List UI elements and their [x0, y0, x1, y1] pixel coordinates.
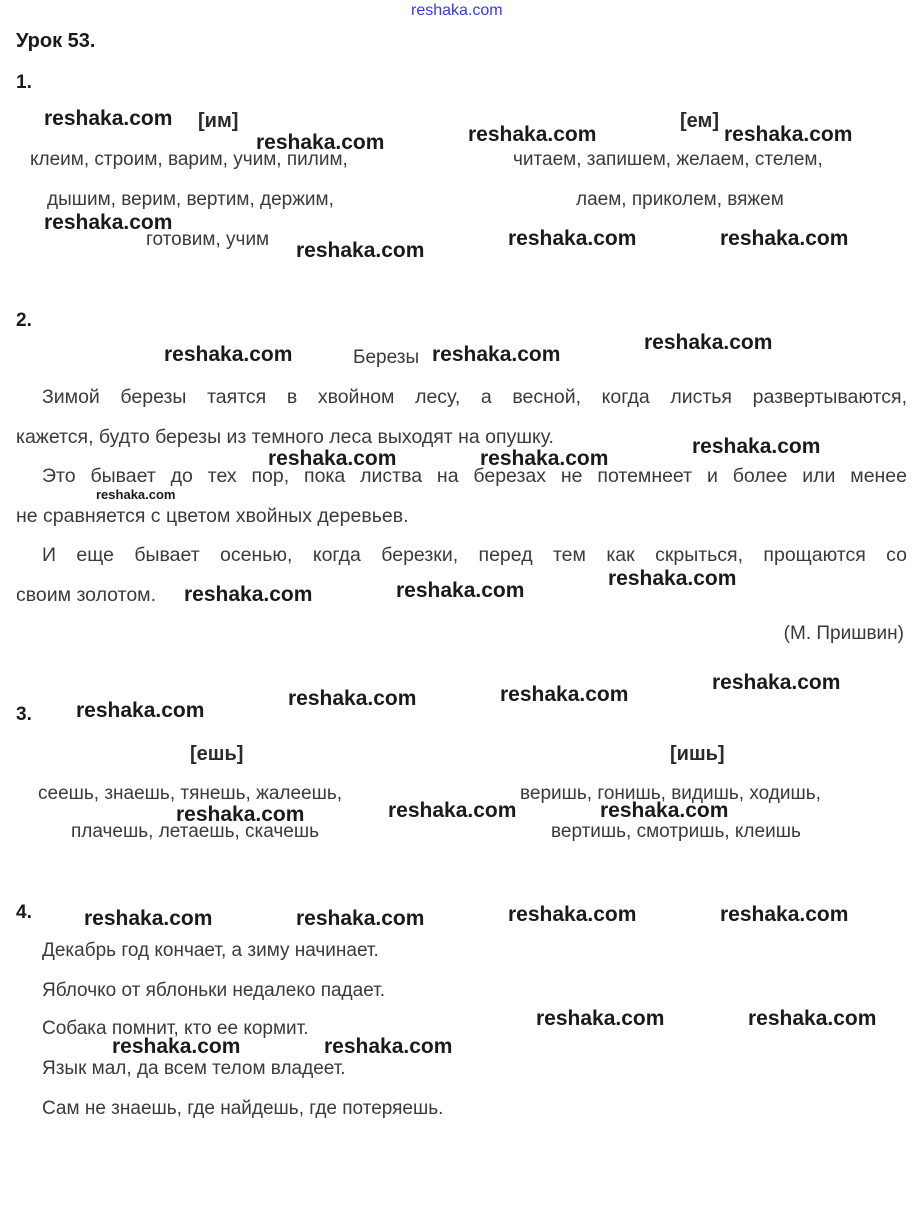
watermark: reshaka.com [288, 687, 417, 710]
ex2-p2-line-1: Это бывает до тех пор, пока листва на березах не потемнеет и более или менее [42, 465, 907, 487]
watermark: reshaka.com [692, 435, 821, 458]
ex2-p1-line-1: Зимой березы таятся в хвойном лесу, а весной, когда листья развертываются, [42, 386, 907, 408]
watermark: reshaka.com [480, 447, 609, 470]
exercise-2-number: 2. [16, 310, 32, 331]
ex3-ish-line-1: веришь, гонишь, видишь, ходишь, [520, 783, 821, 804]
watermark: reshaka.com [76, 699, 205, 722]
ex3-esh-line-1: сеешь, знаешь, тянешь, жалеешь, [38, 783, 343, 804]
watermark: reshaka.com [256, 131, 385, 154]
watermark: reshaka.com [324, 1035, 453, 1058]
watermark: reshaka.com [536, 1007, 665, 1030]
watermark: reshaka.com [396, 579, 525, 602]
watermark: reshaka.com [608, 567, 737, 590]
ex3-ish-line-2: вертишь, смотришь, клеишь [551, 821, 801, 842]
watermark: reshaka.com [644, 331, 773, 354]
ex1-im-line-1: клеим, строим, варим, учим, пилим, [30, 149, 348, 170]
watermark: reshaka.com [748, 1007, 877, 1030]
watermark: reshaka.com [724, 123, 853, 146]
ex2-paragraph-3 [16, 535, 907, 615]
watermark: reshaka.com [508, 227, 637, 250]
ex2-title: Березы [353, 347, 420, 368]
watermark: reshaka.com [296, 907, 425, 930]
ex4-proverb-4: Язык мал, да всем телом владеет. [42, 1058, 346, 1079]
ex1-em-line-1: читаем, запишем, желаем, стелем, [513, 149, 823, 170]
lesson-title: Урок 53. [16, 30, 96, 52]
watermark: reshaka.com [500, 683, 629, 706]
watermark: reshaka.com [44, 107, 173, 130]
watermark: reshaka.com [388, 799, 517, 822]
watermark: reshaka.com [432, 343, 561, 366]
ex2-p2-line-2: не сравняется с цветом хвойных деревьев. [16, 505, 409, 527]
exercise-4-number: 4. [16, 902, 32, 923]
watermark: reshaka.com [508, 903, 637, 926]
ex4-proverb-2: Яблочко от яблоньки недалеко падает. [42, 980, 386, 1001]
ex1-im-line-3: готовим, учим [146, 229, 270, 250]
ex2-author: (М. Пришвин) [783, 623, 904, 644]
exercise-1-number: 1. [16, 72, 32, 93]
watermark: reshaka.com [268, 447, 397, 470]
ex1-im-header: [им] [198, 110, 239, 132]
exercise-3-number: 3. [16, 704, 32, 725]
ex1-em-header: [ем] [680, 110, 719, 132]
watermark: reshaka.com [468, 123, 597, 146]
ex3-ish-header: [ишь] [670, 743, 725, 765]
watermark: reshaka.com [712, 671, 841, 694]
watermark: reshaka.com [44, 211, 173, 234]
ex3-esh-header: [ешь] [190, 743, 244, 765]
ex2-p3-line-2: своим золотом. [16, 584, 156, 606]
ex1-em-line-2: лаем, приколем, вяжем [576, 189, 784, 210]
watermark: reshaka.com [164, 343, 293, 366]
watermark: reshaka.com [184, 583, 313, 606]
watermark: reshaka.com [720, 227, 849, 250]
watermark: reshaka.com [84, 907, 213, 930]
ex2-p1-line-2: кажется, будто березы из темного леса выходят на опушку. [16, 426, 554, 448]
ex4-proverb-1: Декабрь год кончает, а зиму начинает. [42, 940, 379, 961]
watermark-small: reshaka.com [96, 487, 176, 502]
watermark: reshaka.com [112, 1035, 241, 1058]
ex1-im-line-2: дышим, верим, вертим, держим, [47, 189, 334, 210]
ex4-proverb-3: Собака помнит, кто ее кормит. [42, 1018, 309, 1039]
watermark: reshaka.com [720, 903, 849, 926]
top-watermark-link[interactable]: reshaka.com [411, 2, 503, 19]
watermark: reshaka.com [176, 803, 305, 826]
ex4-proverb-5: Сам не знаешь, где найдешь, где потеряешь. [42, 1098, 444, 1119]
watermark: reshaka.com [600, 799, 729, 822]
ex2-p3-line-1: И еще бывает осенью, когда березки, перед тем как скрыться, прощаются со [42, 544, 907, 566]
ex3-esh-line-2: плачешь, летаешь, скачешь [71, 821, 320, 842]
watermark: reshaka.com [296, 239, 425, 262]
